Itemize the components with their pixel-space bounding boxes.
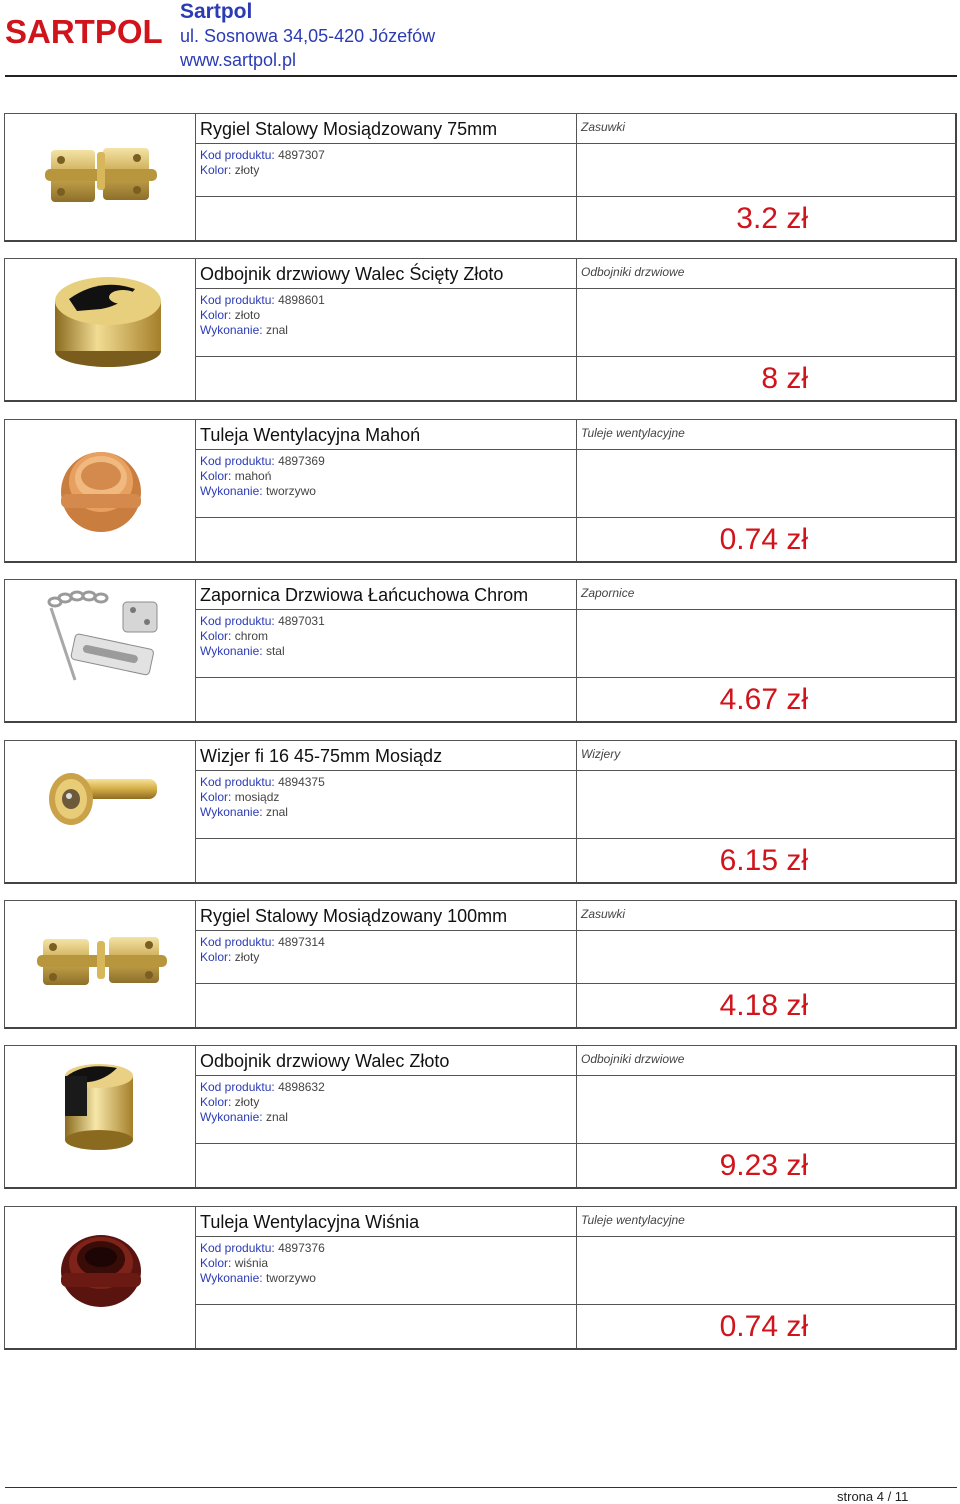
product-color: wiśnia — [234, 1256, 269, 1270]
vent-sleeve-icon — [5, 1207, 195, 1349]
product-code: 4897307 — [278, 148, 325, 162]
product-attributes — [196, 289, 576, 338]
color-label: Kolor: — [200, 790, 232, 804]
product-category-cell — [576, 259, 956, 357]
product-finish: tworzywo — [265, 484, 316, 498]
price-cell — [576, 1304, 956, 1348]
product-category[interactable]: Zasuwki — [577, 114, 956, 144]
product-category-cell — [576, 1046, 956, 1144]
product-price: 4.18 zł — [719, 989, 808, 1022]
product-title: Odbojnik drzwiowy Walec Złoto — [196, 1046, 576, 1076]
product-image — [5, 114, 195, 240]
product-price: 9.23 zł — [719, 1149, 808, 1182]
product-title: Wizjer fi 16 45-75mm Mosiądz — [196, 741, 576, 771]
price-spacer — [195, 1143, 576, 1187]
door-chain-icon — [5, 580, 195, 722]
product-info — [195, 901, 576, 984]
product-card — [4, 1045, 957, 1189]
product-attributes — [196, 1076, 576, 1125]
product-title: Odbojnik drzwiowy Walec Ścięty Złoto — [196, 259, 576, 289]
product-color: mahoń — [234, 469, 272, 483]
product-category[interactable]: Tuleje wentylacyjne — [577, 420, 956, 450]
product-info — [195, 114, 576, 197]
product-attributes — [196, 771, 576, 820]
door-stop-icon — [5, 1046, 195, 1188]
code-label: Kod produktu: — [200, 614, 275, 628]
product-image — [5, 580, 195, 721]
product-price: 3.2 zł — [736, 202, 808, 235]
product-finish: znal — [265, 323, 288, 337]
finish-label: Wykonanie: — [200, 1110, 263, 1124]
product-code: 4897031 — [278, 614, 325, 628]
product-info — [195, 741, 576, 839]
product-category-cell — [576, 1207, 956, 1305]
bolt-latch-icon — [5, 901, 195, 1028]
price-cell — [576, 517, 956, 561]
product-category[interactable]: Odbojniki drzwiowe — [577, 1046, 956, 1076]
price-spacer — [195, 677, 576, 721]
code-label: Kod produktu: — [200, 148, 275, 162]
product-attributes — [196, 450, 576, 499]
product-price: 0.74 zł — [719, 523, 808, 556]
product-card — [4, 113, 957, 242]
product-color: mosiądz — [234, 790, 280, 804]
product-info — [195, 1207, 576, 1305]
product-price: 4.67 zł — [719, 683, 808, 716]
product-color: złoty — [234, 950, 260, 964]
price-spacer — [195, 517, 576, 561]
product-price: 0.74 zł — [719, 1310, 808, 1343]
code-label: Kod produktu: — [200, 293, 275, 307]
product-color: złoty — [234, 1095, 260, 1109]
product-info — [195, 1046, 576, 1144]
price-cell — [576, 356, 956, 400]
code-label: Kod produktu: — [200, 1080, 275, 1094]
page-header — [0, 0, 960, 78]
product-card — [4, 579, 957, 723]
peephole-icon — [5, 741, 195, 883]
product-code: 4898601 — [278, 293, 325, 307]
product-image — [5, 1207, 195, 1348]
product-category[interactable]: Wizjery — [577, 741, 956, 771]
company-name: Sartpol — [180, 0, 253, 23]
product-color: złoto — [234, 308, 261, 322]
product-category-cell — [576, 114, 956, 197]
header-divider — [5, 75, 957, 77]
product-info — [195, 580, 576, 678]
product-category[interactable]: Zapornice — [577, 580, 956, 610]
product-finish: stal — [265, 644, 285, 658]
product-image — [5, 259, 195, 400]
product-image — [5, 901, 195, 1027]
product-title: Rygiel Stalowy Mosiądzowany 75mm — [196, 114, 576, 144]
code-label: Kod produktu: — [200, 1241, 275, 1255]
product-code: 4898632 — [278, 1080, 325, 1094]
product-attributes — [196, 610, 576, 659]
price-cell — [576, 196, 956, 240]
product-title: Tuleja Wentylacyjna Wiśnia — [196, 1207, 576, 1237]
product-title: Rygiel Stalowy Mosiądzowany 100mm — [196, 901, 576, 931]
product-title: Zapornica Drzwiowa Łańcuchowa Chrom — [196, 580, 576, 610]
product-category[interactable]: Zasuwki — [577, 901, 956, 931]
code-label: Kod produktu: — [200, 454, 275, 468]
door-stop-icon — [5, 259, 195, 401]
product-card — [4, 900, 957, 1029]
product-category-cell — [576, 580, 956, 678]
bolt-latch-icon — [5, 114, 195, 241]
footer-divider — [5, 1487, 957, 1488]
product-code: 4894375 — [278, 775, 325, 789]
product-image — [5, 741, 195, 882]
product-info — [195, 259, 576, 357]
product-color: złoty — [234, 163, 260, 177]
product-finish: znal — [265, 1110, 288, 1124]
finish-label: Wykonanie: — [200, 484, 263, 498]
finish-label: Wykonanie: — [200, 1271, 263, 1285]
company-info — [180, 0, 435, 72]
price-cell — [576, 677, 956, 721]
product-image — [5, 420, 195, 561]
product-title: Tuleja Wentylacyjna Mahoń — [196, 420, 576, 450]
company-address: ul. Sosnowa 34,05-420 Józefów — [180, 26, 436, 46]
product-category[interactable]: Odbojniki drzwiowe — [577, 259, 956, 289]
product-category-cell — [576, 901, 956, 984]
price-spacer — [195, 838, 576, 882]
price-spacer — [195, 983, 576, 1027]
product-finish: tworzywo — [265, 1271, 316, 1285]
finish-label: Wykonanie: — [200, 644, 263, 658]
product-attributes — [196, 1237, 576, 1286]
price-cell — [576, 983, 956, 1027]
product-code: 4897376 — [278, 1241, 325, 1255]
company-website[interactable]: www.sartpol.pl — [180, 50, 297, 70]
product-price: 6.15 zł — [719, 844, 808, 877]
product-color: chrom — [234, 629, 269, 643]
vent-sleeve-icon — [5, 420, 195, 562]
finish-label: Wykonanie: — [200, 805, 263, 819]
product-category[interactable]: Tuleje wentylacyjne — [577, 1207, 956, 1237]
color-label: Kolor: — [200, 950, 232, 964]
product-code: 4897314 — [278, 935, 325, 949]
price-cell — [576, 1143, 956, 1187]
page-number: strona 4 / 11 — [837, 1489, 909, 1504]
product-card — [4, 258, 957, 402]
sartpol-logo: SARTPOL — [5, 13, 163, 50]
product-price: 8 zł — [761, 362, 808, 395]
product-card — [4, 1206, 957, 1350]
product-info — [195, 420, 576, 518]
color-label: Kolor: — [200, 163, 232, 177]
product-code: 4897369 — [278, 454, 325, 468]
product-card — [4, 740, 957, 884]
color-label: Kolor: — [200, 308, 232, 322]
product-card — [4, 419, 957, 563]
color-label: Kolor: — [200, 469, 232, 483]
code-label: Kod produktu: — [200, 775, 275, 789]
product-image — [5, 1046, 195, 1187]
color-label: Kolor: — [200, 1256, 232, 1270]
product-category-cell — [576, 741, 956, 839]
product-attributes — [196, 144, 576, 178]
price-spacer — [195, 356, 576, 400]
price-spacer — [195, 1304, 576, 1348]
product-category-cell — [576, 420, 956, 518]
code-label: Kod produktu: — [200, 935, 275, 949]
price-spacer — [195, 196, 576, 240]
color-label: Kolor: — [200, 629, 232, 643]
color-label: Kolor: — [200, 1095, 232, 1109]
product-attributes — [196, 931, 576, 965]
price-cell — [576, 838, 956, 882]
finish-label: Wykonanie: — [200, 323, 263, 337]
product-finish: znal — [265, 805, 288, 819]
